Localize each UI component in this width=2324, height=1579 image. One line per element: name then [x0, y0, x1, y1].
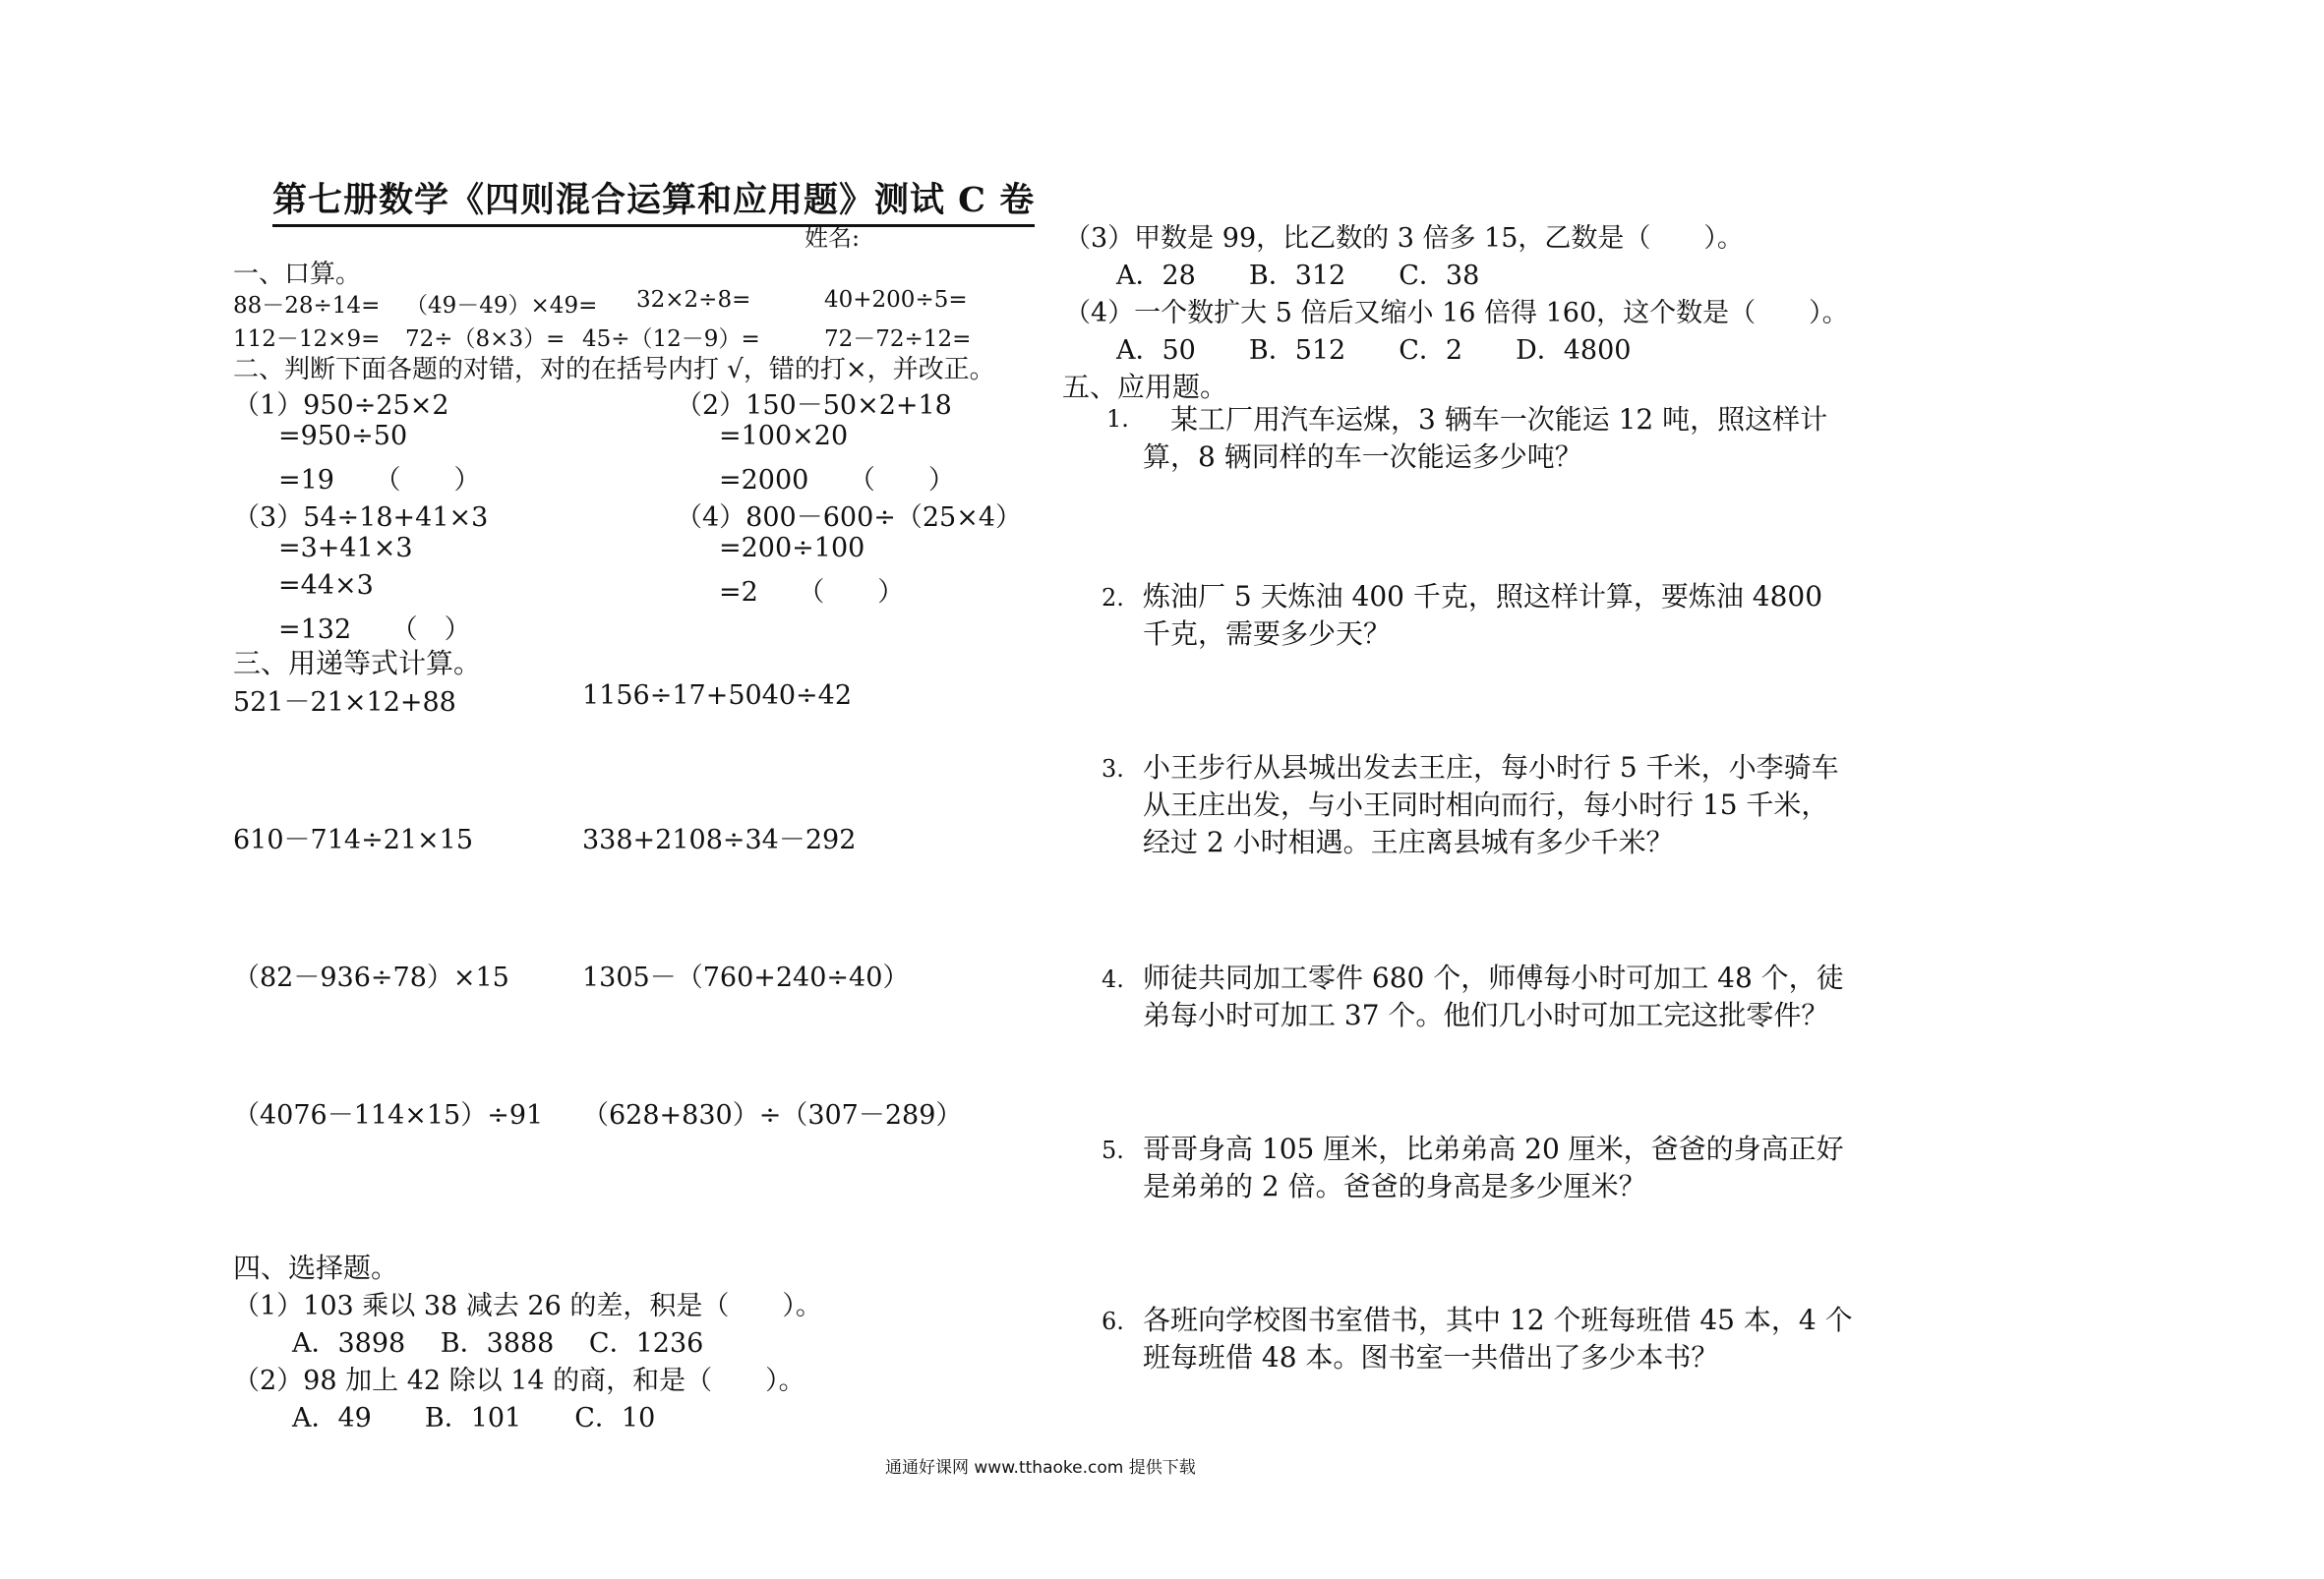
- footer-credit: 通通好课网 www.tthaoke.com 提供下载: [885, 1458, 1196, 1478]
- oral-item: 112－12×9=: [233, 326, 381, 352]
- judge-q4-line: =2 （ ）: [719, 577, 905, 608]
- choice-options: A．3898 B．3888 C．1236: [292, 1328, 704, 1359]
- oral-item: （49－49）×49=: [405, 293, 598, 319]
- calc-item: 610－714÷21×15: [233, 825, 474, 855]
- choice-question: （4）一个数扩大 5 倍后又缩小 16 倍得 160，这个数是（ ）。: [1064, 298, 1849, 328]
- word-problem: 小王步行从县城出发去王庄，每小时行 5 千米，小李骑车从王庄出发，与小王同时相向而行，每小时行 15 千米，经过 2 小时相遇。王庄离县城有多少千米？: [1143, 751, 1839, 858]
- problem-number: 5.: [1102, 1137, 1124, 1164]
- section1-heading: 一、口算。: [233, 260, 362, 289]
- choice-options: A．50 B．512 C．2 D．4800: [1116, 335, 1632, 366]
- judge-q3-line: =3+41×3: [278, 533, 413, 563]
- oral-item: 45÷（12－9）=: [582, 326, 760, 352]
- choice-options: A．49 B．101 C．10: [292, 1403, 656, 1433]
- problem-number: 1.: [1106, 405, 1129, 433]
- judge-q2-line: =100×20: [719, 421, 849, 451]
- choice-question: （3）甲数是 99，比乙数的 3 倍多 15，乙数是（ ）。: [1064, 223, 1744, 254]
- section3-heading: 三、用递等式计算。: [233, 647, 482, 679]
- judge-q1-line: =950÷50: [278, 421, 408, 451]
- calc-item: （4076－114×15）÷91: [233, 1100, 544, 1131]
- judge-q1-line: =19 （ ）: [278, 465, 481, 496]
- word-problem: 炼油厂 5 天炼油 400 千克，照这样计算，要炼油 4800 千克，需要多少天？: [1143, 580, 1823, 650]
- judge-q4-line: （4）800－600÷（25×4）: [676, 502, 1023, 533]
- calc-item: 338+2108÷34－292: [582, 825, 857, 855]
- name-label: 姓名:: [804, 224, 861, 252]
- word-problem: 某工厂用汽车运煤，3 辆车一次能运 12 吨，照这样计算，8 辆同样的车一次能运多少吨？: [1143, 403, 1828, 473]
- calc-item: （82－936÷78）×15: [233, 963, 509, 993]
- problem-number: 3.: [1102, 755, 1124, 783]
- oral-item: 88－28÷14=: [233, 293, 381, 319]
- judge-q3-line: =44×3: [278, 570, 374, 601]
- problem-number: 6.: [1102, 1308, 1124, 1335]
- word-problem: 各班向学校图书室借书，其中 12 个班每班借 45 本，4 个班每班借 48 本。图书室一共借出了多少本书？: [1143, 1304, 1853, 1374]
- word-problem: 师徒共同加工零件 680 个，师傅每小时可加工 48 个，徒弟每小时可加工 37 个。他们几小时可加工完这批零件？: [1143, 962, 1844, 1031]
- choice-question: （1）103 乘以 38 减去 26 的差，积是（ ）。: [233, 1291, 822, 1321]
- section4-heading: 四、选择题。: [233, 1252, 399, 1284]
- judge-q2-line: （2）150－50×2+18: [676, 390, 952, 421]
- oral-item: 40+200÷5=: [824, 287, 968, 313]
- oral-item: 32×2÷8=: [636, 287, 751, 313]
- judge-q4-line: =200÷100: [719, 533, 865, 563]
- word-problem: 哥哥身高 105 厘米，比弟弟高 20 厘米，爸爸的身高正好是弟弟的 2 倍。爸爸的身高是多少厘米？: [1143, 1133, 1844, 1202]
- section5-heading: 五、应用题。: [1062, 371, 1228, 403]
- choice-options: A．28 B．312 C．38: [1116, 261, 1480, 291]
- calc-item: 1305－（760+240÷40）: [582, 963, 910, 993]
- judge-q1-line: （1）950÷25×2: [233, 390, 449, 421]
- judge-q2-line: =2000 （ ）: [719, 465, 955, 496]
- oral-item: 72÷（8×3）=: [405, 326, 566, 352]
- calc-item: 521－21×12+88: [233, 687, 456, 718]
- calc-item: （628+830）÷（307－289）: [582, 1100, 963, 1131]
- problem-number: 2.: [1102, 584, 1124, 612]
- choice-question: （2）98 加上 42 除以 14 的商，和是（ ）。: [233, 1366, 805, 1396]
- judge-q3-line: （3）54÷18+41×3: [233, 502, 489, 533]
- oral-item: 72－72÷12=: [824, 326, 972, 352]
- judge-q3-line: =132 （ ）: [278, 614, 471, 645]
- calc-item: 1156÷17+5040÷42: [582, 680, 853, 711]
- problem-number: 4.: [1102, 965, 1124, 993]
- section2-heading: 二、判断下面各题的对错，对的在括号内打 √，错的打×，并改正。: [233, 355, 995, 384]
- page-title: 第七册数学《四则混合运算和应用题》测试 C 卷: [272, 173, 1035, 227]
